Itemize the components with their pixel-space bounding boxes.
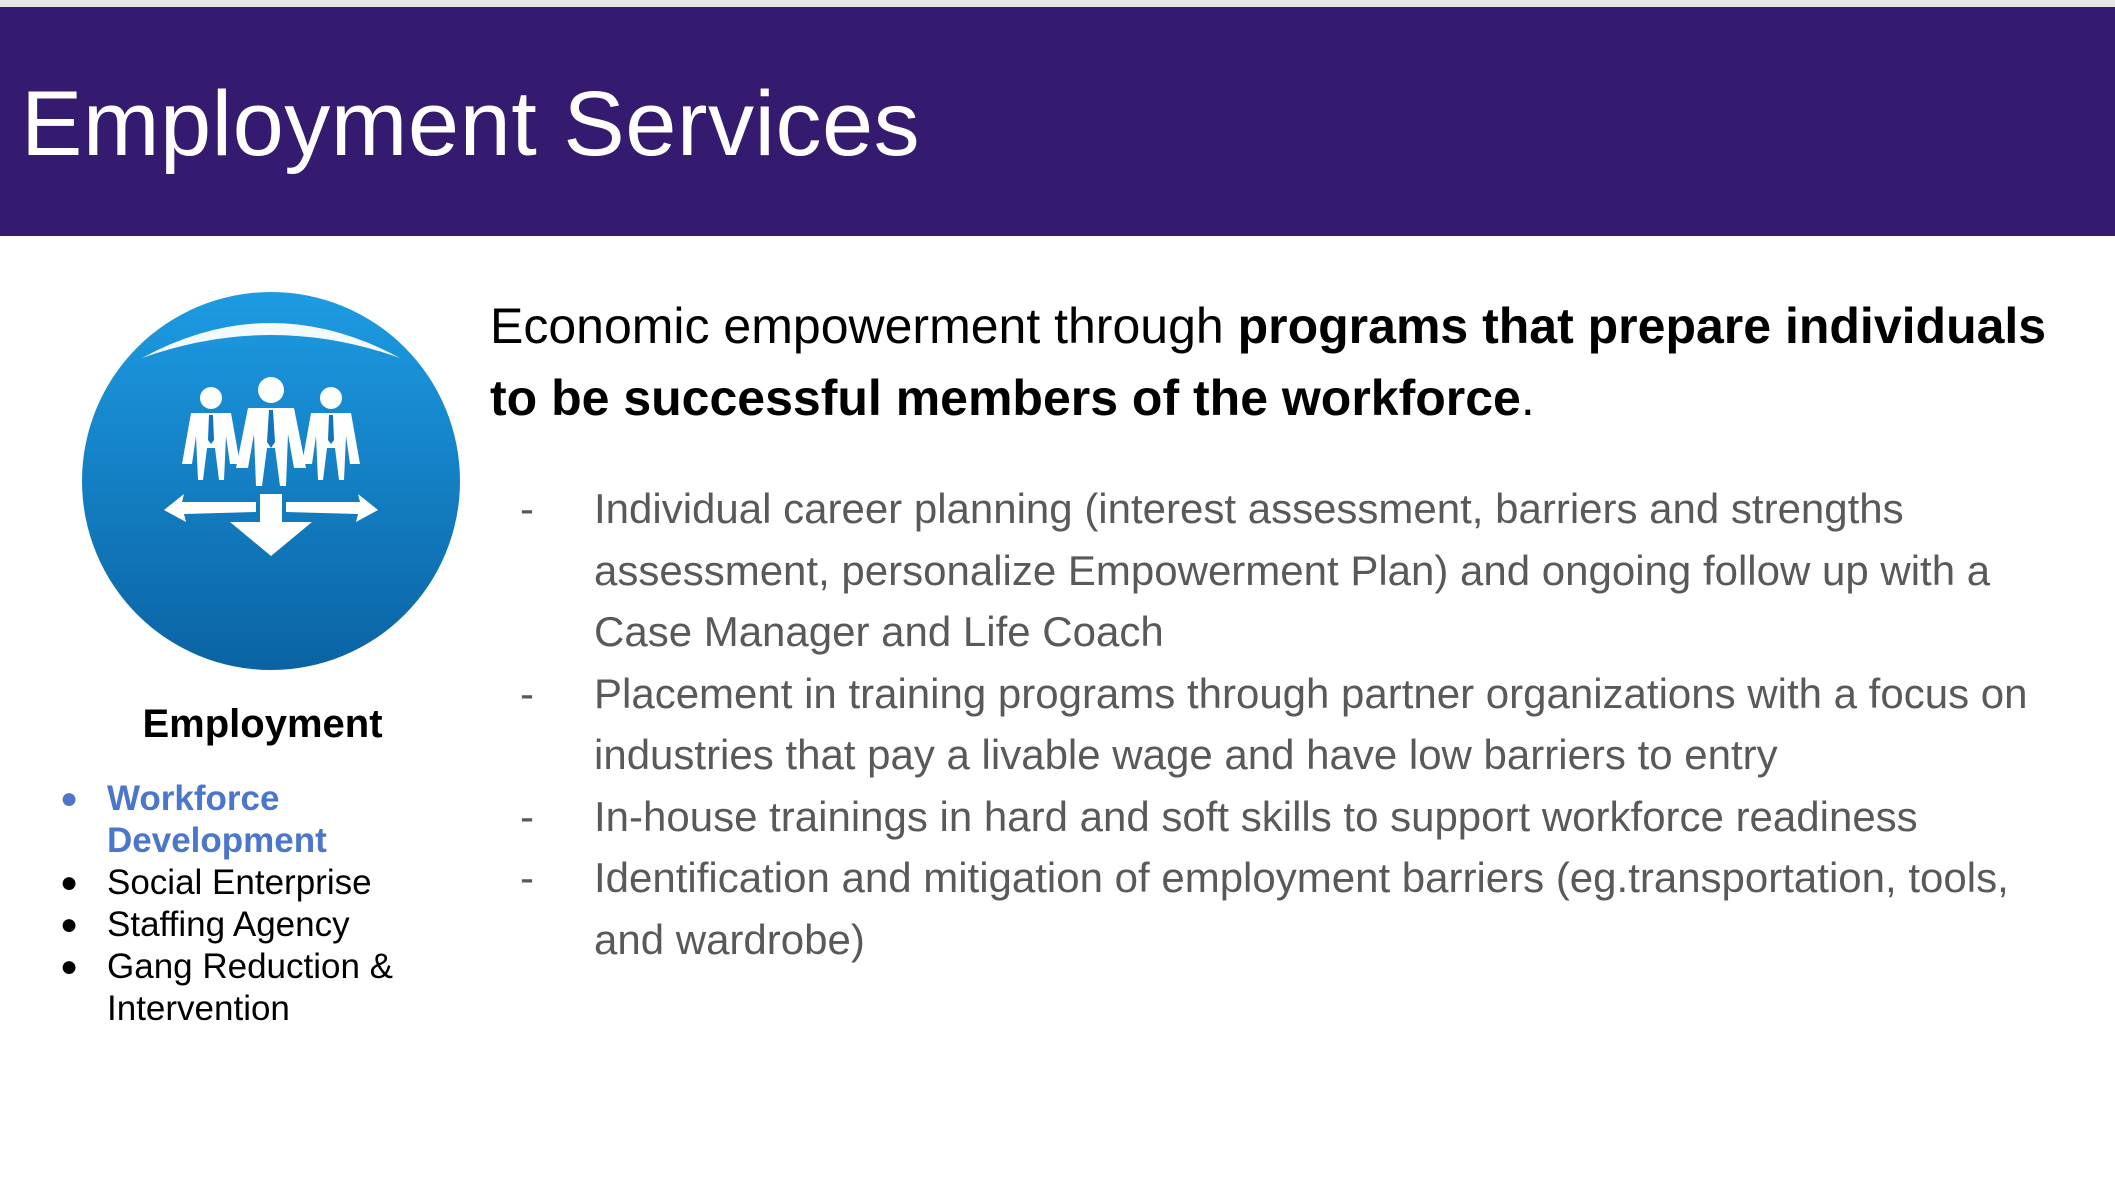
bullet-icon: ●	[60, 782, 79, 815]
lead-statement	[490, 290, 2050, 434]
detail-item-text: Individual career planning (interest assessment, barriers and strengths assessment, personalize Empowerment Plan) and ongoing follow up with a Case Manager and Life Coach	[594, 485, 1991, 655]
dash-bullet: -	[520, 854, 534, 901]
detail-item-training-placement	[520, 663, 2060, 786]
service-item-staffing-agency	[52, 904, 412, 946]
service-item-label: Staffing Agency	[107, 905, 350, 944]
service-item-label: Gang Reduction & Intervention	[107, 947, 394, 1028]
detail-item-barriers	[520, 847, 2060, 970]
service-item-gang-reduction	[52, 946, 412, 1030]
service-item-label: Social Enterprise	[107, 863, 372, 902]
lead-prefix: Economic empowerment through	[490, 298, 1238, 354]
service-item-label: Workforce Development	[107, 779, 327, 860]
lead-bold: programs that prepare individuals to be successful members of the workforce	[490, 298, 2047, 426]
detail-item-text: Identification and mitigation of employment barriers (eg.transportation, tools, and wardrobe)	[594, 854, 2009, 963]
top-strip	[0, 0, 2115, 7]
detail-item-text: Placement in training programs through partner organizations with a focus on industries that pay a livable wage and have low barriers to entry	[594, 669, 2028, 778]
dash-bullet: -	[520, 792, 534, 840]
detail-item-inhouse-trainings	[520, 786, 2060, 848]
detail-item-text: In-house trainings in hard and soft skills to support workforce readiness	[594, 792, 1918, 840]
dash-bullet: -	[520, 669, 534, 717]
slide-title: Employment Services	[21, 73, 921, 175]
bullet-icon: ●	[60, 866, 79, 899]
service-item-social-enterprise	[52, 862, 412, 904]
detail-list	[520, 478, 2060, 970]
service-item-workforce-development[interactable]	[52, 778, 412, 862]
employment-people-icon	[80, 290, 462, 672]
bullet-icon: ●	[60, 950, 79, 983]
lead-suffix: .	[1520, 370, 1535, 426]
service-list	[52, 778, 412, 1030]
employment-heading: Employment	[142, 702, 383, 746]
dash-bullet: -	[520, 485, 534, 532]
bullet-icon: ●	[60, 908, 79, 941]
detail-item-career-planning	[520, 478, 2060, 663]
slide-header	[0, 7, 2115, 236]
